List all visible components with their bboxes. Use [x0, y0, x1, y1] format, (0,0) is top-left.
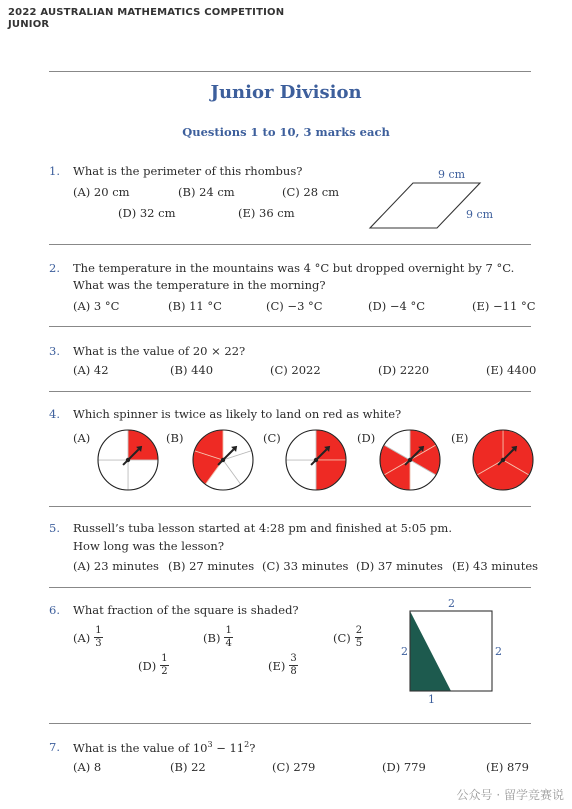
- option-label: (B): [203, 630, 221, 645]
- option-e: (E) 879: [486, 760, 529, 774]
- spinner-hub: [221, 458, 225, 462]
- divider: [49, 506, 531, 507]
- option-d: (D) 779: [382, 760, 426, 774]
- option-label: (C): [263, 431, 281, 445]
- option-label: (A): [73, 431, 91, 445]
- spinner: [98, 430, 158, 490]
- spinner: [380, 430, 440, 490]
- option-b: (B) 24 cm: [178, 185, 235, 199]
- spinner: [473, 430, 533, 490]
- square-side-label: 2: [448, 597, 455, 610]
- spinner-hub: [501, 458, 505, 462]
- rhombus-side-label: 9 cm: [466, 208, 494, 221]
- option-b: (B) 22: [170, 760, 206, 774]
- base-segment-label: 1: [428, 693, 435, 706]
- shaded-triangle: [410, 611, 451, 691]
- option-a: [73, 626, 103, 649]
- denominator: 8: [290, 666, 297, 677]
- option-a: (A) 3 °C: [73, 299, 120, 313]
- option-label: (D): [357, 431, 376, 445]
- option-c: (C) 279: [272, 760, 316, 774]
- option-b: (B) 11 °C: [168, 299, 222, 313]
- exponent: 2: [244, 740, 250, 749]
- text-part: What is the value of 10: [73, 740, 208, 755]
- option-c: (C) −3 °C: [266, 299, 323, 313]
- question-number: 4.: [49, 407, 60, 421]
- numerator: 1: [95, 625, 102, 636]
- option-e: [268, 654, 298, 677]
- option-label: (B): [166, 431, 184, 445]
- fraction: [160, 654, 168, 677]
- division-header: JUNIOR: [8, 19, 50, 30]
- numerator: 3: [290, 653, 297, 664]
- denominator: 5: [355, 638, 363, 649]
- fraction: [94, 626, 102, 649]
- exponent: 3: [207, 740, 213, 749]
- fraction: [355, 626, 363, 649]
- question-number: 3.: [49, 344, 60, 358]
- fraction: [224, 626, 232, 649]
- option-e: (E) −11 °C: [472, 299, 536, 313]
- question-number: 5.: [49, 521, 60, 535]
- rhombus-side-label: 9 cm: [438, 168, 466, 181]
- option-a: (A) 8: [73, 760, 102, 774]
- option-a: (A) 23 minutes: [73, 559, 159, 573]
- option-label: (E): [268, 658, 286, 673]
- section-subtitle: Questions 1 to 10, 3 marks each: [182, 125, 390, 139]
- question-text: What was the temperature in the morning?: [73, 278, 326, 292]
- question-text: How long was the lesson?: [73, 539, 225, 553]
- option-e: (E) 43 minutes: [452, 559, 539, 573]
- option-b: (B) 27 minutes: [168, 559, 255, 573]
- option-c: (C) 28 cm: [282, 185, 340, 199]
- question-text: Russell’s tuba lesson started at 4:28 pm and finished at 5:05 pm.: [73, 521, 452, 535]
- competition-header: 2022 AUSTRALIAN MATHEMATICS COMPETITION: [8, 7, 285, 18]
- option-b: (B) 440: [170, 363, 214, 377]
- question-text: What fraction of the square is shaded?: [73, 603, 299, 617]
- option-a: (A) 42: [73, 363, 109, 377]
- page-title: Junior Division: [210, 82, 362, 103]
- denominator: 2: [161, 666, 168, 677]
- option-label: (E): [451, 431, 469, 445]
- option-d: (D) 37 minutes: [356, 559, 443, 573]
- denominator: 3: [95, 638, 102, 649]
- spinner-hub: [126, 458, 130, 462]
- option-label: (D): [138, 658, 157, 673]
- option-d: (D) 2220: [378, 363, 430, 377]
- question-text: What is the perimeter of this rhombus?: [73, 164, 303, 178]
- spinner: [286, 430, 346, 490]
- option-label: (A): [73, 630, 91, 645]
- option-a: (A) 20 cm: [73, 185, 130, 199]
- divider: [49, 723, 531, 724]
- option-c: (C) 2022: [270, 363, 321, 377]
- square-figure: [410, 611, 492, 691]
- numerator: 2: [355, 625, 363, 636]
- option-d: (D) 32 cm: [118, 206, 176, 220]
- watermark: 公众号 · 留学竞赛说: [456, 788, 564, 802]
- text-part: ?: [249, 740, 256, 755]
- option-b: [203, 626, 233, 649]
- question-text: [73, 740, 255, 755]
- fraction: [289, 654, 297, 677]
- divider: [49, 587, 531, 588]
- spinner-hub: [314, 458, 318, 462]
- numerator: 1: [225, 625, 232, 636]
- square-side-label: 2: [495, 645, 502, 658]
- question-text: The temperature in the mountains was 4 °C but dropped overnight by 7 °C.: [73, 261, 515, 275]
- option-e: (E) 4400: [486, 363, 537, 377]
- question-number: 6.: [49, 603, 60, 617]
- numerator: 1: [161, 653, 168, 664]
- spinner: [193, 430, 253, 490]
- option-d: [138, 654, 169, 677]
- text-part: − 11: [212, 740, 245, 755]
- question-text: What is the value of 20 × 22?: [73, 344, 246, 358]
- option-d: (D) −4 °C: [368, 299, 426, 313]
- question-number: 1.: [49, 164, 60, 178]
- option-c: [333, 626, 363, 649]
- spinner-hub: [408, 458, 412, 462]
- square-side-label: 2: [401, 645, 408, 658]
- option-c: (C) 33 minutes: [262, 559, 349, 573]
- option-label: (C): [333, 630, 351, 645]
- denominator: 4: [225, 638, 232, 649]
- question-number: 2.: [49, 261, 60, 275]
- option-e: (E) 36 cm: [238, 206, 295, 220]
- question-text: Which spinner is twice as likely to land on red as white?: [73, 407, 402, 421]
- question-number: 7.: [49, 740, 60, 754]
